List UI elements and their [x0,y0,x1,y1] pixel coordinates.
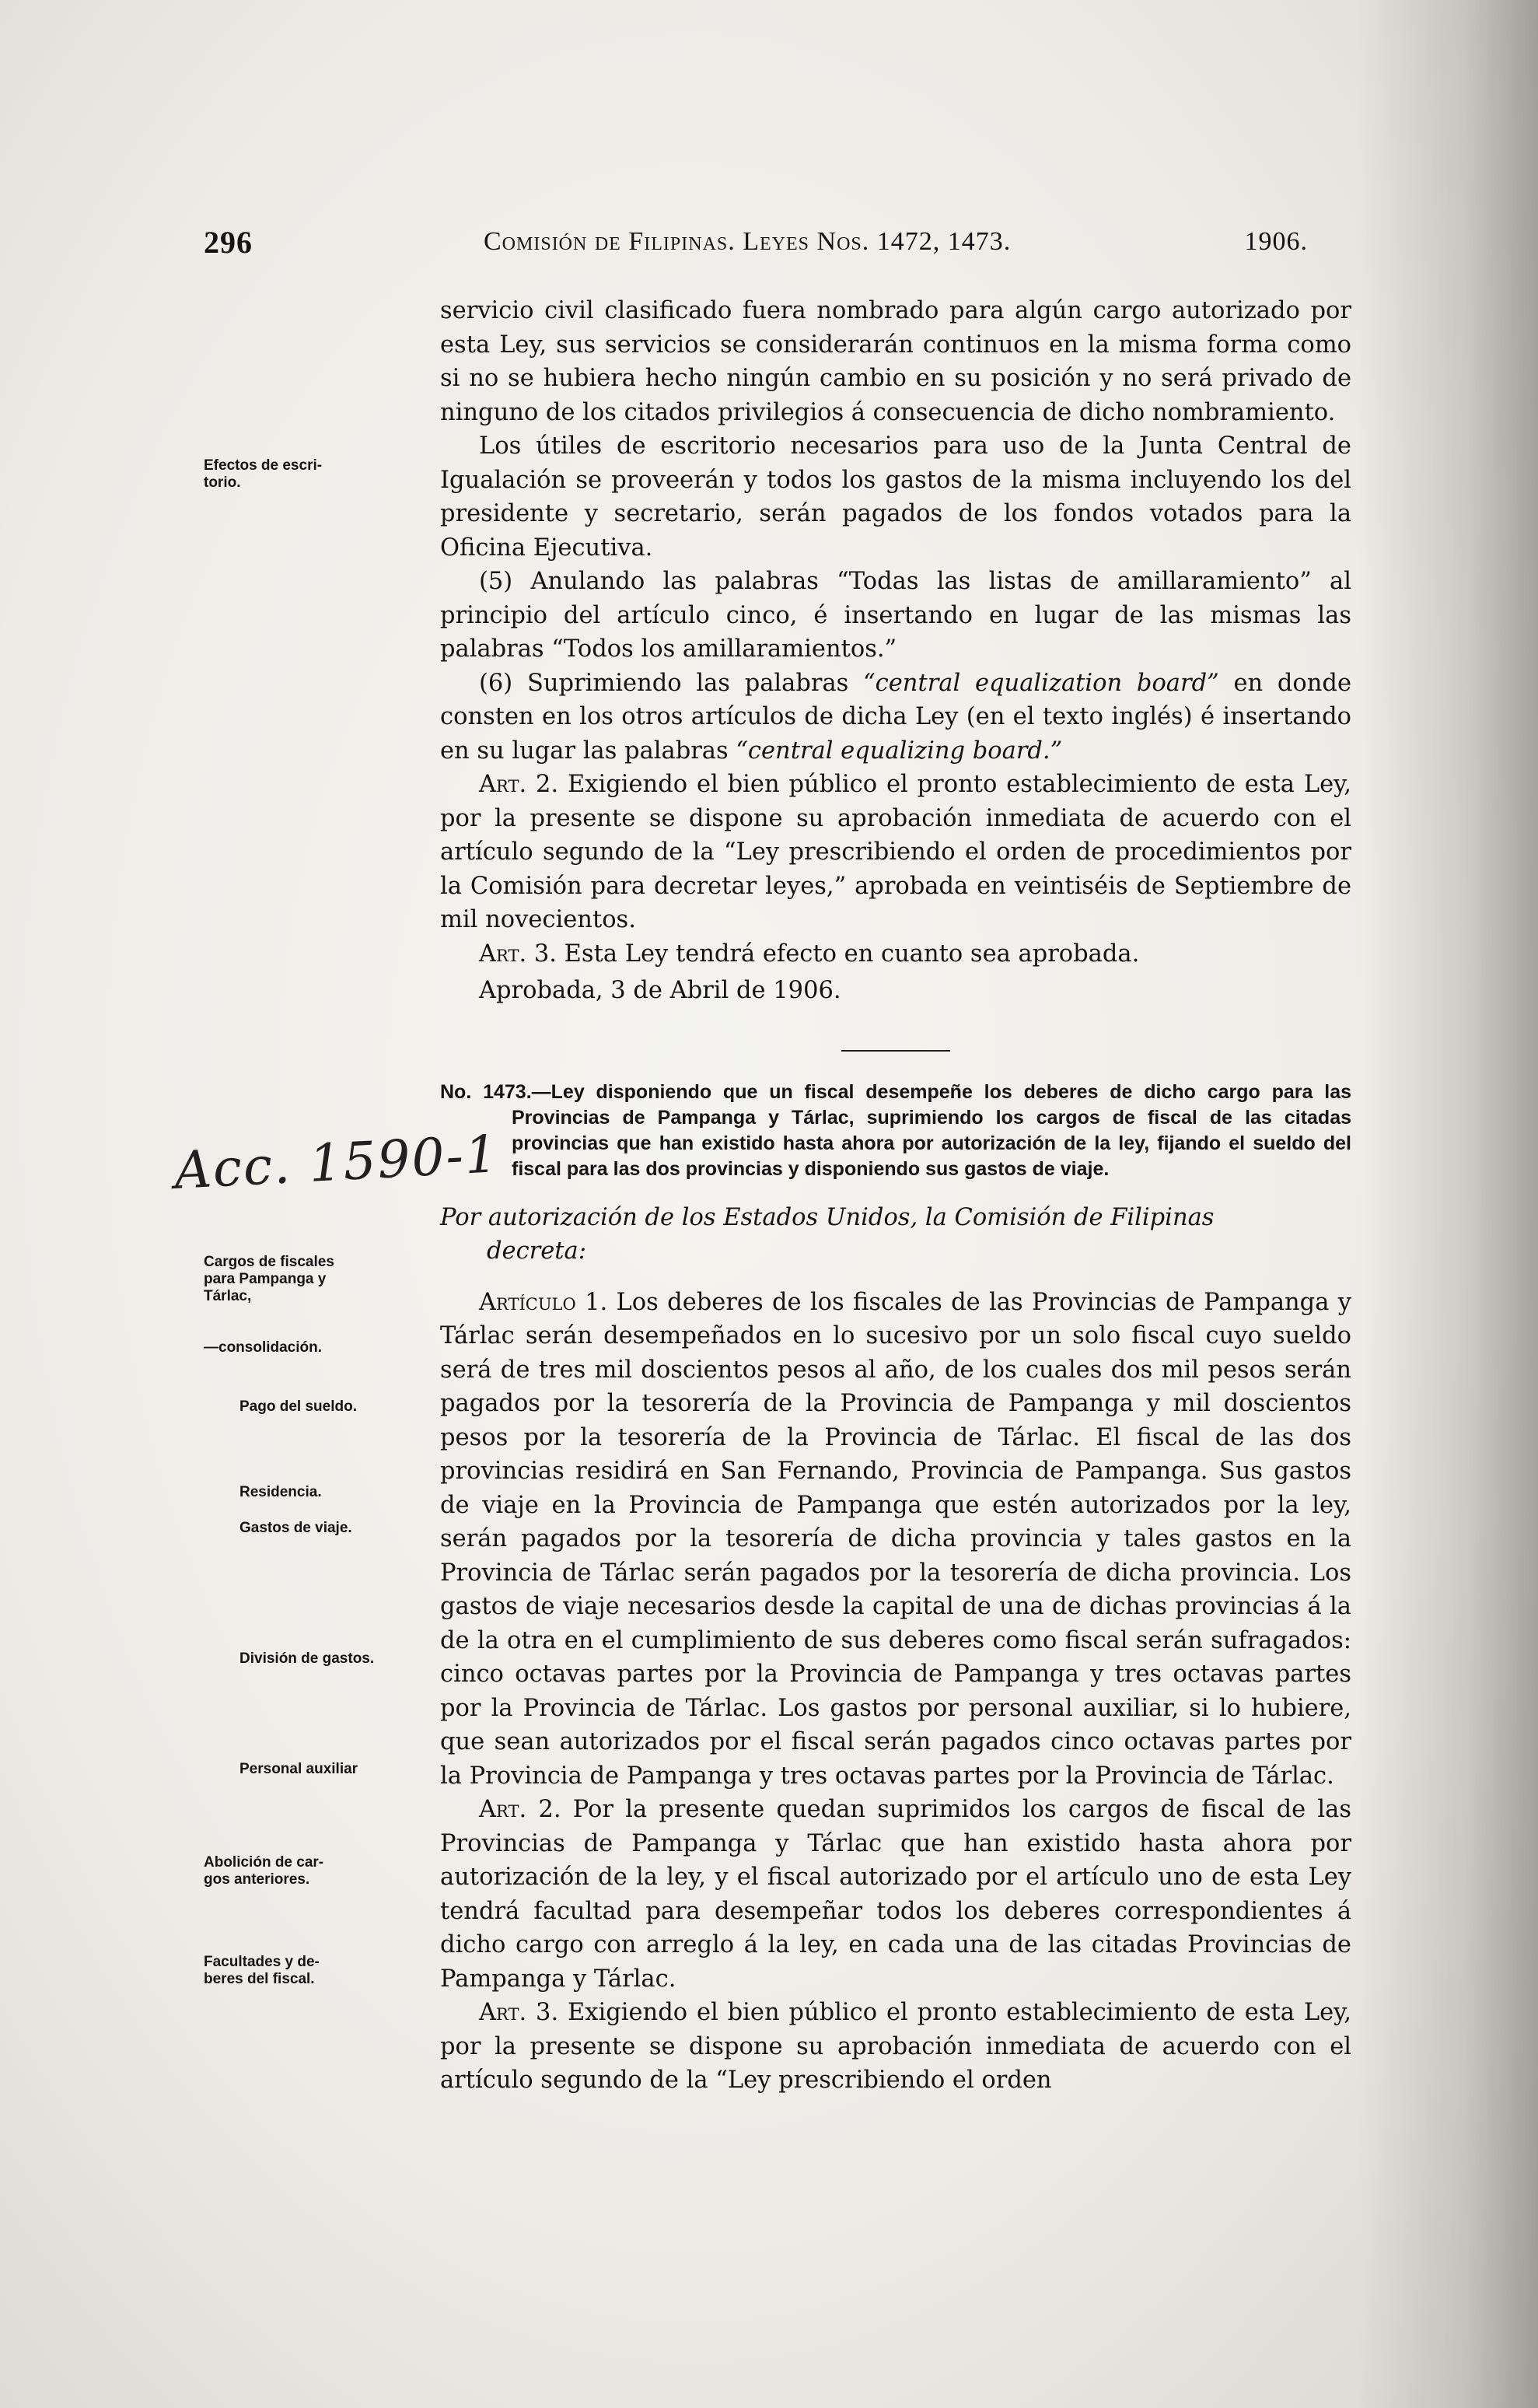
article-text: Los deberes de los fiscales de las Provincias de Pampanga y Tárlac serán desempeñados en lo sucesivo por un solo fiscal cuyo sueldo será de tres mil doscientos pesos al año, de los cuales dos mil pesos serán pagados por la tesorería de la Provincia de Pampanga y mil doscientos pesos por la tesorería de la Provincia de Tárlac. El fiscal de las dos provincias residirá en San Fernando, Provincia de Pampanga. Sus gastos de viaje en la Provincia de Pampanga que estén autorizados por la ley, serán pagados por la tesorería de dicha provincia y tales gastos en la Provincia de Tárlac serán pagados por la tesorería de dicha provincia. Los gastos de viaje necesarios desde la capital de una de dichas provincias á la de la otra en el cumplimiento de sus deberes como fiscal serán sufragados: cinco octavas partes por la Provincia de Pampanga y tres octavas partes por la Provincia de Tárlac. Los gastos por personal auxiliar, si lo hubiere, que sean autorizados por el fiscal serán pagados cinco octavas partes por la Provincia de Pampanga y tres octavas partes por la Provincia de Tárlac. [440,1288,1351,1790]
law-1473-art-1 [440,1286,1351,1794]
margin-note-line: torio. [204,474,241,491]
enacting-line: decreta: [487,1237,587,1265]
article-label: Art. 3. [479,940,557,968]
amendment-6-text: en donde consten en los otros artículos de dicha Ley (en el texto inglés) é insertando en su lugar las palabras [440,669,1351,765]
page-number: 296 [204,225,253,260]
header-year: 1906. [1244,227,1308,256]
margin-note-line: Abolición de car- [204,1854,324,1871]
paragraph-art-3 [440,937,1351,971]
article-text: Exigiendo el bien público el pronto establecimiento de esta Ley, por la presente se dispone su aprobación inmediata de acuerdo con el artículo segundo de la “Ley prescribiendo el orden [440,1999,1351,2094]
article-label: Art. 3. [479,1999,559,2026]
margin-note-facultades [204,1954,441,1988]
section-divider [841,1050,950,1052]
amendment-6-quote-new: “central equalizing board.” [736,737,1063,765]
page-edge-shadow [1359,0,1538,2408]
article-text: Por la presente quedan suprimidos los cargos de fiscal de las Provincias de Pampanga y Tárlac que han existido hasta ahora por autorización de la ley, y el fiscal autorizado por el artículo uno de esta Ley tendrá facultad para desempeñar todos los deberes correspondientes á dicho cargo con arreglo á la ley, en cada una de las citadas Provincias de Pampanga y Tárlac. [440,1796,1351,1993]
amendment-6-text: (6) Suprimiendo las palabras [479,669,864,697]
margin-note-line: Efectos de escri- [204,457,323,474]
margin-note-gastos-viaje: Gastos de viaje. [239,1520,352,1536]
article-label: Art. 2. [479,771,559,798]
margin-note-personal: Personal auxiliar [239,1761,358,1777]
article-text: Esta Ley tendrá efecto en cuanto sea aprobada. [556,940,1140,968]
margin-note-line: beres del fiscal. [204,1971,315,1987]
margin-note-line: para Pampanga y [204,1271,327,1287]
margin-note-line: Tárlac, [204,1288,252,1304]
article-label: Art. 2. [479,1796,561,1823]
law-1473-title: No. 1473.—Ley disponiendo que un fiscal desempeñe los deberes de dicho cargo para las Provincias de Pampanga y Tárlac, suprimiendo los cargos de fiscal de las citadas provincias que han existido hasta ahora por autorización de la ley, fijando el sueldo del fiscal para las dos provincias y disponiendo sus gastos de viaje. [440,1080,1351,1180]
approval-date: Aprobada, 3 de Abril de 1906. [479,977,841,1004]
enacting-line: Por autorización de los Estados Unidos, la Comisión de Filipinas [440,1203,1215,1231]
margin-note-efectos [204,457,441,492]
paragraph-amendment-6 [440,667,1351,768]
paragraph-office-supplies: Los útiles de escritorio necesarios para uso de la Junta Central de Igualación se proveerán y todos los gastos de la misma incluyendo los del presidente y secretario, serán pagados de los fondos votados para la Oficina Ejecutiva. [440,432,1351,562]
margin-note-line: Facultades y de- [204,1954,320,1970]
enacting-clause [440,1201,1351,1269]
paragraph-amendment-5: (5) Anulando las palabras “Todas las listas de amillaramiento” al principio del artículo cinco, é insertando en lugar de las mismas las palabras “Todos los amillaramientos.” [440,568,1351,663]
margin-note-division: División de gastos. [239,1650,375,1667]
amendment-6-quote-en: “central equalization board” [863,669,1219,697]
article-text: Exigiendo el bien público el pronto establecimiento de esta Ley, por la presente se dispone su aprobación inmediata de acuerdo con el artículo segundo de la “Ley prescribiendo el orden de procedimientos por la Comisión para decretar leyes,” aprobada en veintiséis de Septiembre de mil novecientos. [440,771,1351,933]
margin-note-line: Cargos de fiscales [204,1254,334,1270]
paragraph-art-2 [440,768,1351,937]
margin-note-residencia: Residencia. [239,1484,322,1500]
law-1473-art-3 [440,1996,1351,2098]
paragraph-civil-service: servicio civil clasificado fuera nombrado para algún cargo autorizado por esta Ley, sus servicios se considerarán continuos en la misma forma como si no se hubiera hecho ningún cambio en su posición y no será privado de ninguno de los citados privilegios á consecuencia de dicho nombramiento. [440,297,1351,426]
article-label: Artículo 1. [479,1288,608,1316]
margin-note-abolicion [204,1854,441,1888]
margin-note-consolidacion: —consolidación. [204,1339,323,1356]
margin-note-line: gos anteriores. [204,1871,310,1888]
law-1473-art-2 [440,1793,1351,1996]
margin-note-cargos [204,1254,441,1305]
running-title: Comisión de Filipinas. Leyes Nos. 1472, 1473. [484,227,1012,256]
page-header [204,224,1308,263]
handwritten-annotation: Acc. 1590-1 [173,1124,501,1201]
main-text [440,294,1351,2098]
margin-note-pago: Pago del sueldo. [239,1398,357,1415]
